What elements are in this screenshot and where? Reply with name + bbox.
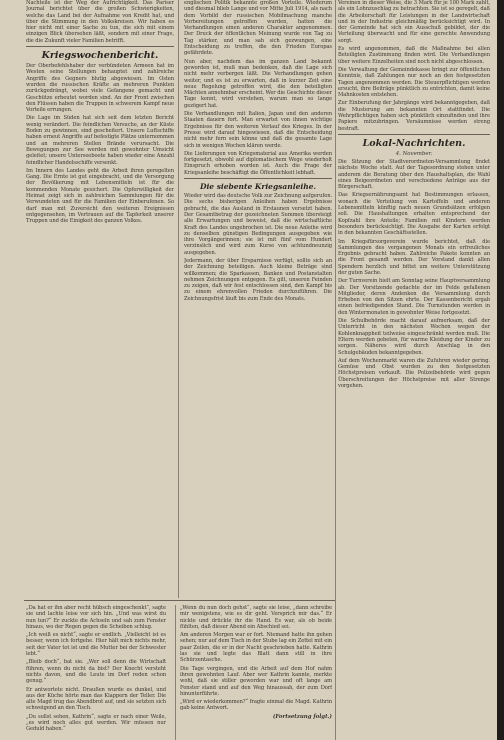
page-edge: [497, 0, 504, 740]
column-right: [338, 0, 490, 740]
section-rule: [24, 600, 335, 601]
story-paragraph: „Ich weiß es nicht“, sagte er endlich. „Vielleicht ist es besser, wenn ich fortgehe. Hier hält mich nichts mehr, seit der Vater tot ist und die Mutter bei der Schwester lebt.“: [26, 632, 166, 658]
article-paragraph: Es wird angenommen, daß die Maßnahme bei allen Beteiligten Zustimmung finden wird. Die Verhandlungen über weitere Einzelheiten sind noch nicht abgeschlossen.: [338, 46, 490, 65]
article-paragraph: Vereinen in dieser Weise, die 3 Mark für je 100 Mark zahlt, als ein Lohnzuschlag zu betrachten. Sie ist so geregelt, daß die Arbeiterschaft für Leistungen in der Landwirtschaft und in der Industrie gleichmäßig berücksichtigt wird. In der Gemeinde hat sich ein Ausschuß gebildet, der die Verteilung überwacht und für eine gerechte Anwendung sorgt.: [338, 0, 490, 44]
column-divider: [178, 0, 179, 598]
headline-war-loan: Die siebente Kriegsanleihe.: [199, 182, 317, 192]
story-paragraph: „Bleib doch“, bat sie. „Wer soll denn die Wirtschaft führen, wenn du nicht da bist? Der Knecht versteht nichts davon, und die Leute im Dorf reden schon genug.“: [26, 659, 166, 685]
feuilleton-left: [26, 605, 166, 740]
article-paragraph: Auf dem Wochenmarkt waren die Zufuhren wieder gering. Gemüse und Obst wurden zu den festgesetzten Höchstpreisen verkauft. Die Polizeibehörde wird gegen Überschreitungen der Höchstpreise mit aller Strenge vorgehen.: [338, 357, 490, 390]
article-paragraph: Die Lieferungen von Kriegsmaterial aus Amerika werden fortgesetzt, obwohl auf diplomatischem Wege wiederholt Einspruch erhoben worden ist. Auch die Frage der Kriegsanleihe beschäftigt die Öffentlichkeit lebhaft.: [184, 150, 332, 176]
article-paragraph: Die Schulbehörde macht darauf aufmerksam, daß der Unterricht in den nächsten Wochen wegen der Kohlenknappheit teilweise eingeschränkt werden muß. Die Eltern werden gebeten, für warme Kleidung der Kinder zu sorgen. Näheres wird durch Anschlag in den Schulgebäuden bekanntgegeben.: [338, 318, 490, 356]
story-paragraph: Er antwortete nicht. Draußen wurde es dunkel, und aus der Küche hörte man das Klappern der Teller. Die alte Magd trug das Abendbrot auf, und sie setzten sich schweigend an den Tisch.: [26, 686, 166, 712]
story-paragraph: „Du sollst sehen, Kathrin“, sagte er nach einer Weile, „es wird noch alles gut werden. Wir müssen nur Geduld haben.“: [26, 713, 166, 733]
continuation-note: (Fortsetzung folgt.): [272, 713, 332, 720]
article-paragraph: Wieder wird das deutsche Volk zur Zeichnung aufgerufen. Die sechs bisherigen Anleihen haben Ergebnisse gebracht, die das Ausland in Erstaunen versetzt haben. Der Gesamtbetrag der gezeichneten Summen übersteigt alle Erwartungen und beweist, daß die wirtschaftliche Kraft des Landes ungebrochen ist. Die neue Anleihe wird zu denselben günstigen Bedingungen ausgegeben wie ihre Vorgängerinnen; sie ist mit fünf vom Hundert verzinslich und wird zum Kurse von achtundneunzig ausgegeben.: [184, 193, 332, 256]
story-paragraph: „Da hat er ihn aber recht hübsch eingeschenkt“, sagte sie und lachte leise vor sich hin. „Und was wirst du nun tun?“ Er zuckte die Achseln und sah zum Fenster hinaus, wo der Regen gegen die Scheiben schlug.: [26, 605, 166, 630]
divider-rule: [338, 134, 490, 135]
article-paragraph: Die Verwaltung der Gemeindekasse bringt zur öffentlichen Kenntnis, daß Zahlungen nur noch an den festgesetzten Tagen angenommen werden. Die Steuerpflichtigen werden ersucht, ihre Beiträge pünktlich zu entrichten, damit keine Mahnkosten entstehen.: [338, 66, 490, 99]
article-paragraph: Zur Einberufung der Jahrgänge wird bekanntgegeben, daß die Musterung am bekannten Ort stattfindet. Die Wehrpflichtigen haben sich pünktlich einzufinden und ihre Papiere mitzubringen. Versäumnisse werden streng bestraft.: [338, 100, 490, 132]
story-paragraph: Am anderen Morgen war er fort. Niemand hatte ihn gehen sehen; nur auf dem Tisch in der Stube lag ein Zettel mit ein paar Zeilen, die er in der Nacht geschrieben hatte. Kathrin las sie und legte das Blatt dann still in ihre Schürzentasche.: [180, 632, 332, 664]
article-paragraph: Im Kriegsfürsorgeverein wurde berichtet, daß die Sammlungen des vergangenen Monats ein erfreuliches Ergebnis gebracht haben. Zahlreiche Pakete konnten an die Front gesandt werden. Der Vorstand dankt allen Spendern herzlich und bittet um weitere Unterstützung der guten Sache.: [338, 238, 490, 276]
divider-rule: [26, 46, 174, 47]
dateline: 4. November.: [395, 150, 433, 157]
article-paragraph: Der Turnverein hielt am Sonntag seine Hauptversammlung ab. Der Vorsitzende gedachte der im Felde gefallenen Mitglieder, deren Andenken die Versammlung durch Erheben von den Sitzen ehrte. Der Kassenbericht ergab einen befriedigenden Stand. Die Turnstunden werden in den Wintermonaten in gewohnter Weise fortgesetzt.: [338, 278, 490, 316]
article-paragraph: Der Oberbefehlshaber der verbündeten Armeen hat im Westen seine Stellungen behauptet und zahlreiche Angriffe des Gegners blutig abgewiesen. Im Osten wurden die russischen Kräfte an mehreren Punkten zurückgedrängt, wobei viele Gefangene gemacht und Geschütze erbeutet worden sind. An der Front zwischen den Flüssen haben die Truppen in schwerem Kampf neue Vorteile errungen.: [26, 63, 174, 114]
column-divider: [175, 605, 176, 740]
article-paragraph: englischen Politik bekannte großen Vorteile. Wiederum und diesmal blieb Lange und vor Mitte Juli 1914, als nach dem Vorbild der russischen Mobilmachung manche Vorbereitungen getroffen wurden, hatten die Verhandlungen einen anderen Charakter angenommen. Der Druck der öffentlichen Meinung wurde von Tag zu Tag stärker, und man sah sich gezwungen, eine Entscheidung zu treffen, die den Frieden Europas gefährdete.: [184, 0, 332, 57]
column-divider: [335, 0, 336, 740]
column-left: [26, 0, 174, 598]
article-paragraph: Nun aber, nachdem das im ganzen Land bekannt geworden ist, muß man bedenken, daß die Lage sich nicht mehr verbergen läßt. Die Verhandlungen gehen weiter, und es ist zu erwarten, daß in kurzer Zeit eine neue Regelung getroffen wird, die den beteiligten Mächten annehmbar erscheint. Wer die Geschichte dieser Tage kennt, wird verstehen, warum man so lange gezögert hat.: [184, 58, 332, 109]
article-paragraph: Die Lage im Süden hat sich seit dem letzten Bericht wenig verändert. Die feindlichen Versuche, an der Küste Boden zu gewinnen, sind gescheitert. Unsere Luftschiffe haben erneut Angriffe auf befestigte Plätze unternommen und an mehreren Stellen Brände verursacht. Die Bewegungen zur See werden mit gewohnter Umsicht geleitet; unsere Unterseeboote haben wieder eine Anzahl feindlicher Handelsschiffe versenkt.: [26, 115, 174, 166]
article-paragraph: Nachteile ist der Weg der Aufrichtigkeit. Das Pariser Journal berichtet über die großen Schwierigkeiten, welche das Land bei der Aufnahme von Kredit hat, und über die Stimmung in den Volkskreisen. Wir haben es hier nicht mit einer Sache zu tun, die sich mit einem einzigen Blick übersehen läßt, sondern mit einer Frage, die die Zukunft vieler Familien betrifft.: [26, 0, 174, 44]
article-paragraph: Die Verhandlungen mit Italien, Japan und den anderen Staaten dauern fort. Man erwartet von ihnen wichtige Ergebnisse für den weiteren Verlauf des Krieges. In der Presse wird darauf hingewiesen, daß die Entscheidung nicht mehr fern sein könne und daß die gesamte Lage sich in wenigen Wochen klären werde.: [184, 111, 332, 149]
divider-rule: [184, 178, 332, 179]
article-paragraph: Im Innern des Landes geht die Arbeit ihren geregelten Gang. Die Ernte ist gut eingebracht, und die Versorgung der Bevölkerung mit Lebensmitteln ist für die kommenden Monate gesichert. Die Opferwilligkeit der Heimat zeigt sich in zahlreichen Sammlungen für die Verwundeten und für die Familien der Einberufenen. So darf man mit Zuversicht den weiteren Ereignissen entgegensehen, im Vertrauen auf die Tapferkeit unserer Truppen und die Einigkeit des ganzen Volkes.: [26, 167, 174, 225]
column-middle: [184, 0, 332, 598]
article-paragraph: Das Kriegsernährungsamt hat Bestimmungen erlassen, wonach die Verteilung von Kartoffeln und anderen Lebensmitteln künftig nach neuen Grundsätzen erfolgen soll. Die Haushaltungen erhalten entsprechend der Kopfzahl ihre Anteile; Familien mit Kindern werden besonders berücksichtigt. Die Ausgabe der Karten erfolgt in den bekannten Geschäftsstellen.: [338, 192, 490, 237]
story-paragraph: „Wird er wiederkommen?“ fragte einmal die Magd. Kathrin gab keine Antwort.: [180, 699, 332, 712]
feuilleton-right: [180, 605, 332, 740]
headline-war-report: Kriegswochenbericht.: [41, 50, 159, 62]
article-paragraph: Die Sitzung der Stadtverordneten-Versammlung findet nächste Woche statt. Auf der Tagesordnung stehen unter anderem die Beratung über den Haushaltsplan, die Wahl eines Beigeordneten und verschiedene Anträge aus der Bürgerschaft.: [338, 158, 490, 191]
story-paragraph: Die Tage vergingen, und die Arbeit auf dem Hof nahm ihren gewohnten Lauf. Aber wer Kathrin kannte, merkte wohl, daß sie stiller geworden war und oft lange am Fenster stand und auf den Weg hinaussah, der zum Dorf hinunterführte.: [180, 665, 332, 697]
story-paragraph: „Wenn du nun doch gehst“, sagte sie leise, „dann schreibe mir wenigstens, wie es dir geht. Versprich mir das.“ Er nickte und drückte ihr die Hand. Es war, als ob beide fühlten, daß dieser Abend ein Abschied sei.: [180, 605, 332, 630]
article-paragraph: Jedermann, der über Ersparnisse verfügt, sollte sich an der Zeichnung beteiligen. Auch kleine Beträge sind willkommen; die Sparkassen, Banken und Postanstalten nehmen Zeichnungen entgegen. Es gilt, unseren Feinden zu zeigen, daß wir fest entschlossen sind, den Kampf bis zu einem ehrenvollen Frieden durchzuführen. Die Zeichnungsfrist läuft bis zum Ende des Monats.: [184, 257, 332, 302]
headline-local-news: Lokal-Nachrichten.: [362, 137, 466, 149]
